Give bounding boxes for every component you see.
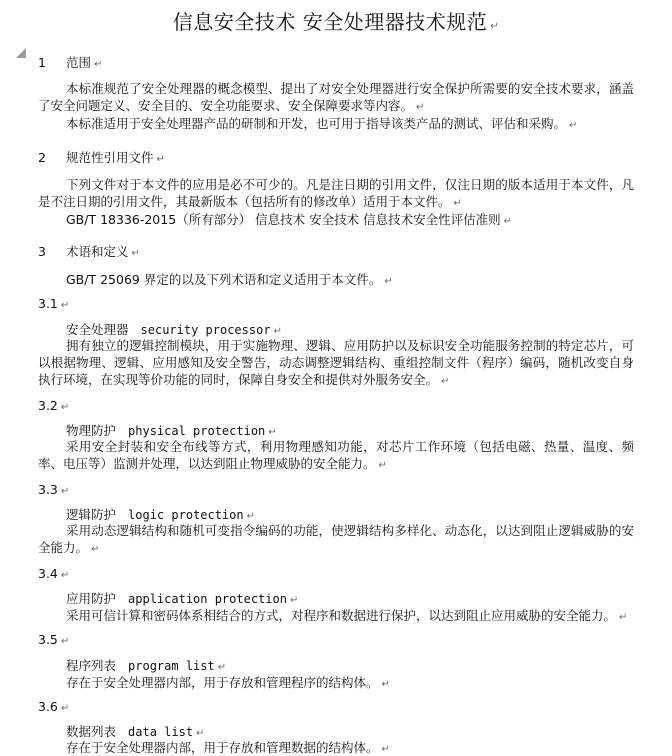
section-2-heading: 2 规范性引用文件 ↵ [38, 150, 165, 165]
section-2-paragraph: 下列文件对于本文件的应用是必不可少的。凡是注日期的引用文件，仅注日期的版本适用于本文件，凡是不注日期的引用文件，其最新版本（包括所有的修改单）适用于本文件。 ↵ [38, 177, 634, 209]
term-3-3: 逻辑防护 logic protection ↵ [66, 507, 255, 522]
section-3-paragraph: GB/T 25069 界定的以及下列术语和定义适用于本文件。 ↵ [66, 272, 393, 287]
section-3-heading: 3 术语和定义 ↵ [38, 244, 140, 259]
clause-3-2-number: 3.2 ↵ [38, 398, 70, 413]
document-title: 信息安全技术 安全处理器技术规范 ↵ [172, 10, 500, 34]
normative-reference: GB/T 18336-2015（所有部分） 信息技术 安全技术 信息技术安全性评估准则 ↵ [66, 212, 512, 227]
clause-3-1-number: 3.1 ↵ [38, 296, 70, 311]
term-3-4: 应用防护 application protection ↵ [66, 591, 299, 606]
definition-3-3: 采用动态逻辑结构和随机可变指令编码的功能，使逻辑结构多样化、动态化，以达到阻止逻辑威胁的安全能力。 ↵ [38, 523, 634, 555]
term-3-2: 物理防护 physical protection ↵ [66, 423, 277, 438]
section-1-paragraph-2: 本标准适用于安全处理器产品的研制和开发，也可用于指导该类产品的测试、评估和采购。 ↵ [66, 116, 578, 131]
clause-3-4-number: 3.4 ↵ [38, 566, 70, 581]
definition-3-2: 采用安全封装和安全布线等方式，利用物理感知功能，对芯片工作环境（包括电磁、热量、温度、频率、电压等）监测并处理，以达到阻止物理威胁的安全能力。 ↵ [38, 439, 634, 471]
margin-corner-mark [16, 48, 26, 58]
clause-3-5-number: 3.5 ↵ [38, 632, 70, 647]
section-1-heading: 1 范围 ↵ [38, 55, 103, 70]
section-1-paragraph-1: 本标准规范了安全处理器的概念模型、提出了对安全处理器进行安全保护所需要的安全技术要求，涵盖了安全问题定义、安全目的、安全功能要求、安全保障要求等内容。 ↵ [38, 81, 634, 113]
term-3-1: 安全处理器 security processor ↵ [66, 322, 282, 337]
definition-3-1: 拥有独立的逻辑控制模块，用于实施物理、逻辑、应用防护以及标识安全功能服务控制的特定芯片，可以根据物理、逻辑、应用感知及安全警告，动态调整逻辑结构、重组控制文件（程序）编码，随机改变自身执行环境，在实现等价功能的同时，保障自身安全和提供对外服务安全。 ↵ [38, 338, 634, 387]
term-3-5: 程序列表 program list ↵ [66, 658, 227, 673]
definition-3-4: 采用可信计算和密码体系相结合的方式，对程序和数据进行保护，以达到阻止应用威胁的安全能力。 ↵ [66, 608, 628, 623]
paragraph-mark: ↵ [490, 21, 500, 32]
clause-3-3-number: 3.3 ↵ [38, 482, 70, 497]
clause-3-6-number: 3.6 ↵ [38, 699, 70, 714]
definition-3-5: 存在于安全处理器内部，用于存放和管理程序的结构体。 ↵ [66, 675, 390, 690]
definition-3-6: 存在于安全处理器内部，用于存放和管理数据的结构体。 ↵ [66, 740, 390, 755]
term-3-6: 数据列表 data list ↵ [66, 724, 205, 739]
